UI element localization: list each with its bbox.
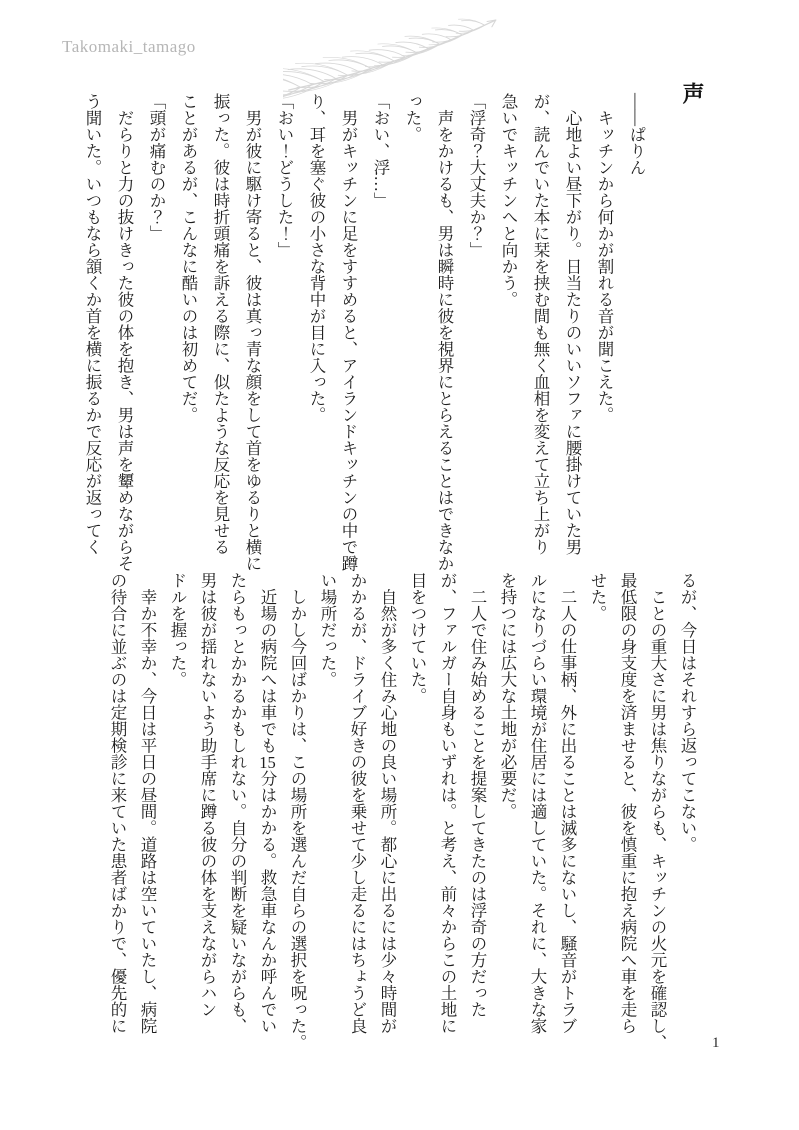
text-line: キッチンから何かが割れる音が聞こえた。 (595, 93, 614, 423)
text-line: 声をかけるも、男は瞬時に彼を視界にとらえることはできなか (435, 93, 454, 572)
text-line: 目をつけていた。 (408, 572, 427, 704)
text-line: り、耳を塞ぐ彼の小さな背中が目に入った。 (307, 93, 326, 423)
bottom-text-block (102, 572, 702, 1064)
text-line: 最低限の身支度を済ませると、彼を慎重に抱え病院へ車を走ら (618, 572, 637, 1034)
text-line: 自然が多く住み心地の良い場所。都心に出るには少々時間が (378, 572, 397, 1034)
text-line: 「おい！どうした！」 (275, 93, 294, 258)
text-line: 男が彼に駆け寄ると、彼は真っ青な顔をして首をゆるりと横に (243, 93, 262, 572)
text-line: しかし今回ばかりは、この場所を選んだ自らの選択を呪った。 (288, 572, 307, 1051)
text-line: ――ぱりん (627, 93, 646, 176)
text-line: 心地よい昼下がり。日当たりのいいソファに腰掛けていた男 (563, 93, 582, 555)
text-line: い場所だった。 (318, 572, 337, 688)
text-line: ことがあるが、こんなに酷いのは初めてだ。 (179, 93, 198, 423)
text-line: 男がキッチンに足をすすめると、アイランドキッチンの中で蹲 (339, 93, 358, 572)
text-line: 近場の病院へは車でも15分はかかる。救急車なんか呼んでい (258, 572, 277, 1034)
text-line: 幸か不幸か、今日は平日の昼間。道路は空いていたし、病院 (138, 572, 157, 1034)
text-line: 振った。彼は時折頭痛を訴える際に、似たような反応を見せる (211, 93, 230, 555)
text-line: 二人の仕事柄、外に出ることは滅多にないし、騒音がトラブ (558, 572, 577, 1034)
page-title: 声 (680, 82, 705, 104)
text-line: ことの重大さに男は焦りながらも、キッチンの火元を確認し、 (648, 572, 667, 1051)
text-line: が、ファルガー自身もいずれは。と考え、前々からこの土地に (438, 572, 457, 1034)
text-line: 「浮奇？大丈夫か？」 (467, 93, 486, 258)
text-line: ルになりづらい環境が住居には適していた。それに、大きな家 (528, 572, 547, 1034)
text-line: った。 (403, 93, 422, 143)
text-line: 男は彼が揺れないよう助手席に蹲る彼の体を支えながらハン (198, 572, 217, 1018)
text-line: 二人で住み始めることを提案してきたのは浮奇の方だった (468, 572, 487, 1018)
feather-icon (283, 5, 513, 107)
text-line: せた。 (588, 572, 607, 622)
text-line: の待合に並ぶのは定期検診に来ていた患者ばかりで、優先的に (108, 572, 127, 1034)
watermark-text: Takomaki_tamago (62, 37, 196, 56)
text-line: たらもっとかかるかもしれない。自分の判断を疑いながらも、 (228, 572, 247, 1034)
top-text-block (76, 93, 652, 575)
text-line: だらりと力の抜けきった彼の体を抱き、男は声を顰めながらそ (115, 93, 134, 572)
text-line: ドルを握った。 (168, 572, 187, 688)
text-line: かかるが、ドライブ好きの彼を乗せて少し走るにはちょうど良 (348, 572, 367, 1034)
text-line: 「頭が痛むのか？」 (147, 93, 166, 242)
text-line: るが、今日はそれすら返ってこない。 (678, 572, 697, 853)
page-number: 1 (712, 1035, 720, 1051)
text-line: が、読んでいた本に栞を挟む間も無く血相を変えて立ち上がり (531, 93, 550, 555)
text-line: 「おい、浮…」 (371, 93, 390, 209)
text-line: を持つには広大な土地が必要だ。 (498, 572, 517, 820)
text-line: う聞いた。いつもなら頷くか首を横に振るかで反応が返ってく (83, 93, 102, 555)
text-line: 急いでキッチンへと向かう。 (499, 93, 518, 308)
